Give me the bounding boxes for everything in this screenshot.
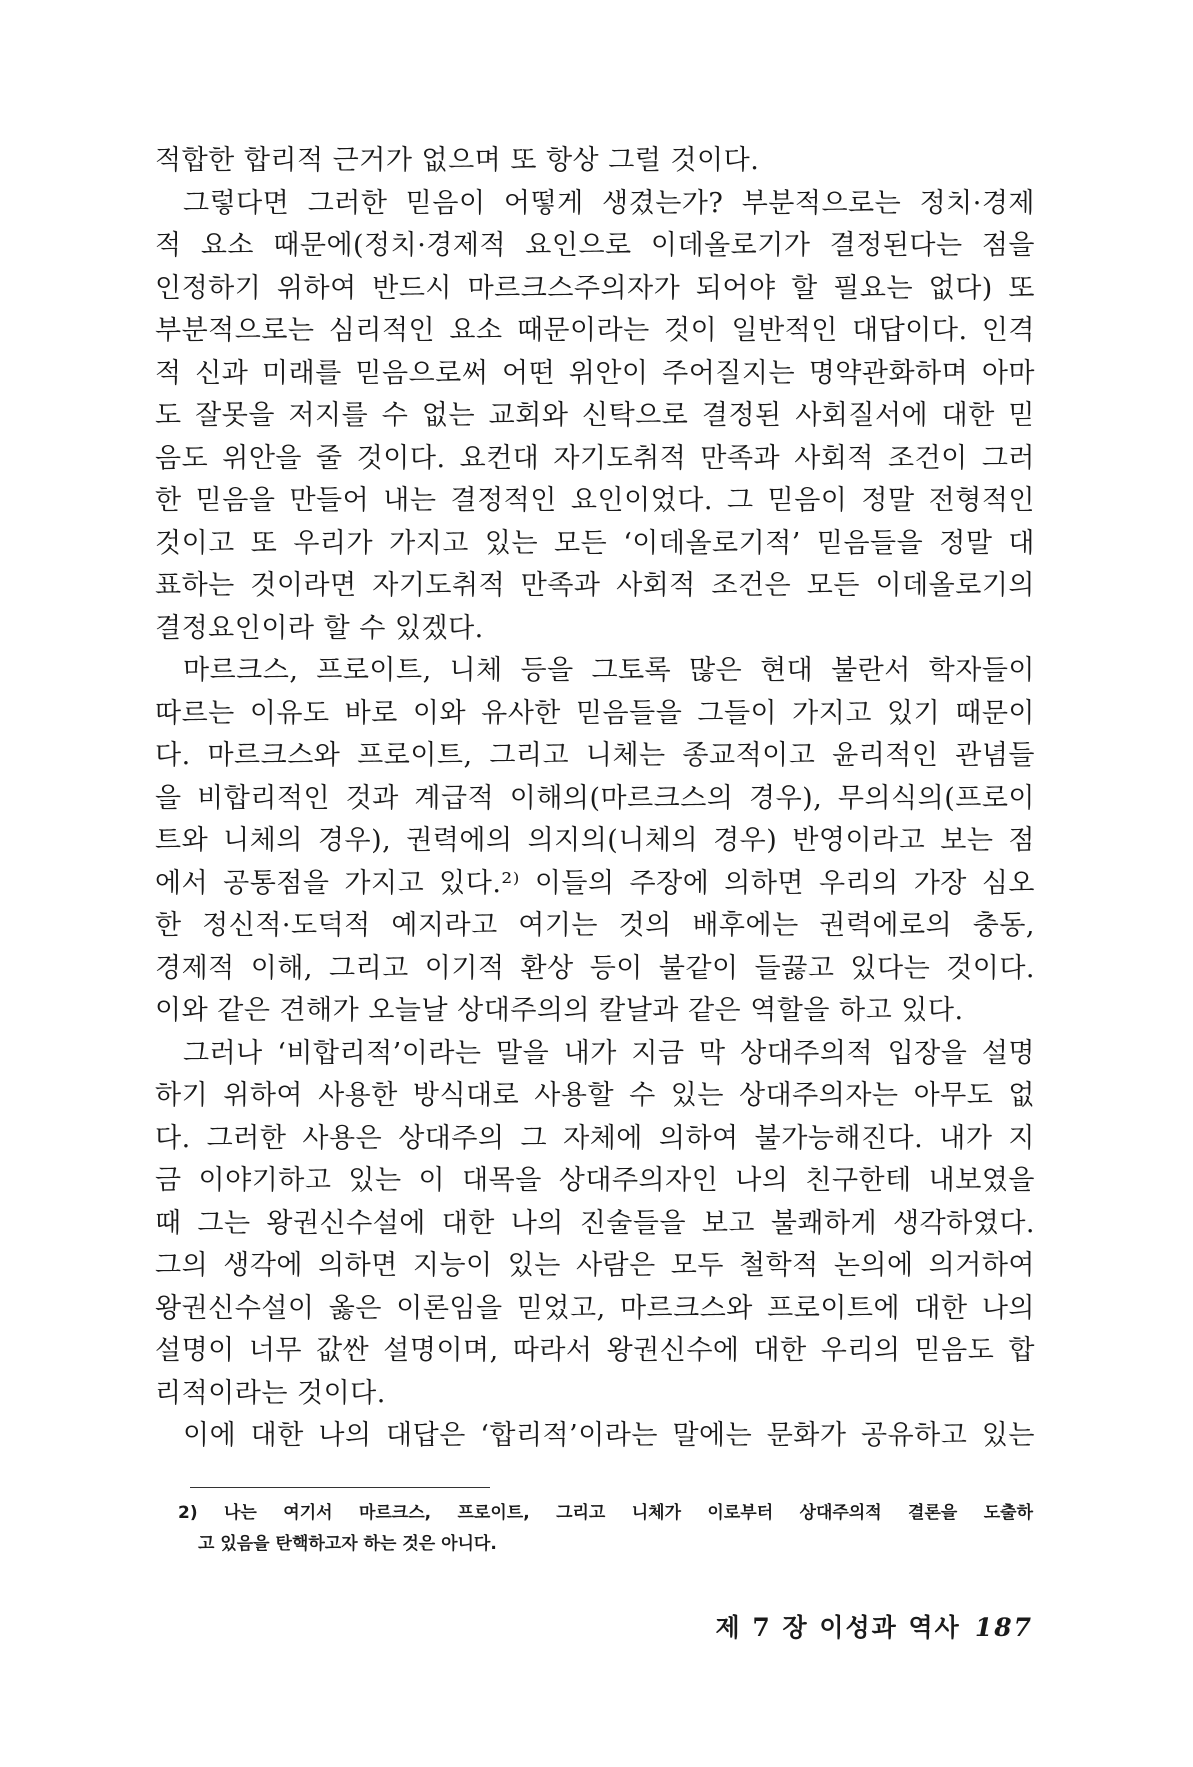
text-line: 결정요인이라 할 수 있겠다.: [155, 612, 484, 644]
footnote-line: 2) 나는 여기서 마르크스, 프로이트, 그리고 니체가 이로부터 상대주의적 결론을 도출하: [178, 1503, 1033, 1523]
footnote-line: 고 있음을 탄핵하고자 하는 것은 아니다.: [198, 1534, 497, 1554]
text-line: 도 잘못을 저지를 수 없는 교회와 신탁으로 결정된 사회질서에 대한 믿: [155, 400, 1035, 431]
text-line: 에서 공통점을 가지고 있다.²⁾ 이들의 주장에 의하면 우리의 가장 심오: [155, 867, 1035, 899]
text-line: 경제적 이해, 그리고 이기적 환상 등이 불같이 들끓고 있다는 것이다.: [155, 952, 1035, 984]
text-line: 다. 그러한 사용은 상대주의 그 자체에 의하여 불가능해진다. 내가 지: [155, 1122, 1035, 1154]
text-line: 설명이 너무 값싼 설명이며, 따라서 왕권신수에 대한 우리의 믿음도 합: [155, 1335, 1035, 1366]
text-line: 그렇다면 그러한 믿음이 어떻게 생겼는가? 부분적으로는 정치·경제: [183, 187, 1035, 219]
text-line: 그의 생각에 의하면 지능이 있는 사람은 모두 철학적 논의에 의거하여: [155, 1250, 1035, 1281]
text-line: 표하는 것이라면 자기도취적 만족과 사회적 조건은 모든 이데올로기의: [155, 570, 1035, 601]
body-text: [155, 140, 1035, 1458]
text-line: 한 믿음을 만들어 내는 결정적인 요인이었다. 그 믿음이 정말 전형적인: [155, 485, 1035, 516]
text-line: 이와 같은 견해가 오늘날 상대주의의 칼날과 같은 역할을 하고 있다.: [155, 995, 964, 1026]
text-line: 그러나 ‘비합리적’이라는 말을 내가 지금 막 상대주의적 입장을 설명: [183, 1037, 1035, 1069]
text-line: 것이고 또 우리가 가지고 있는 모든 ‘이데올로기적’ 믿음들을 정말 대: [155, 527, 1035, 559]
text-line: 리적이라는 것이다.: [155, 1377, 386, 1409]
chapter-title: 제 7 장 이성과 역사: [715, 1613, 961, 1642]
text-line: 적 신과 미래를 믿음으로써 어떤 위안이 주어질지는 명약관화하며 아마: [155, 357, 1035, 389]
text-line: 마르크스, 프로이트, 니체 등을 그토록 많은 현대 불란서 학자들이: [183, 655, 1035, 686]
text-line: 하기 위하여 사용한 방식대로 사용할 수 있는 상대주의자는 아무도 없: [155, 1080, 1035, 1111]
running-foot: [716, 1608, 1033, 1644]
page-number: 187: [974, 1613, 1033, 1642]
text-line: 왕권신수설이 옳은 이론임을 믿었고, 마르크스와 프로이트에 대한 나의: [155, 1292, 1035, 1324]
text-line: 음도 위안을 줄 것이다. 요컨대 자기도취적 만족과 사회적 조건이 그러: [155, 442, 1035, 474]
text-line: 이에 대한 나의 대답은 ‘합리적’이라는 말에는 문화가 공유하고 있는: [183, 1420, 1035, 1451]
text-line: 한 정신적·도덕적 예지라고 여기는 것의 배후에는 권력에로의 충동,: [155, 910, 1035, 941]
text-line: 금 이야기하고 있는 이 대목을 상대주의자인 나의 친구한테 내보였을: [155, 1165, 1035, 1196]
text-line: 트와 니체의 경우), 권력에의 의지의(니체의 경우) 반영이라고 보는 점: [155, 825, 1035, 856]
text-line: 인정하기 위하여 반드시 마르크스주의자가 되어야 할 필요는 없다) 또: [155, 272, 1035, 304]
text-line: 다. 마르크스와 프로이트, 그리고 니체는 종교적이고 윤리적인 관념들: [155, 740, 1035, 771]
footnote-rule: [190, 1487, 490, 1488]
text-line: 부분적으로는 심리적인 요소 때문이라는 것이 일반적인 대답이다. 인격: [155, 315, 1035, 346]
footnotes: [178, 1498, 1033, 1560]
text-line: 을 비합리적인 것과 계급적 이해의(마르크스의 경우), 무의식의(프로이: [155, 782, 1035, 814]
text-line: 적합한 합리적 근거가 없으며 또 항상 그럴 것이다.: [155, 145, 760, 176]
text-line: 적 요소 때문에(정치·경제적 요인으로 이데올로기가 결정된다는 점을: [155, 230, 1035, 261]
text-line: 따르는 이유도 바로 이와 유사한 믿음들을 그들이 가지고 있기 때문이: [155, 697, 1035, 729]
text-line: 때 그는 왕권신수설에 대한 나의 진술들을 보고 불쾌하게 생각하였다.: [155, 1207, 1035, 1239]
